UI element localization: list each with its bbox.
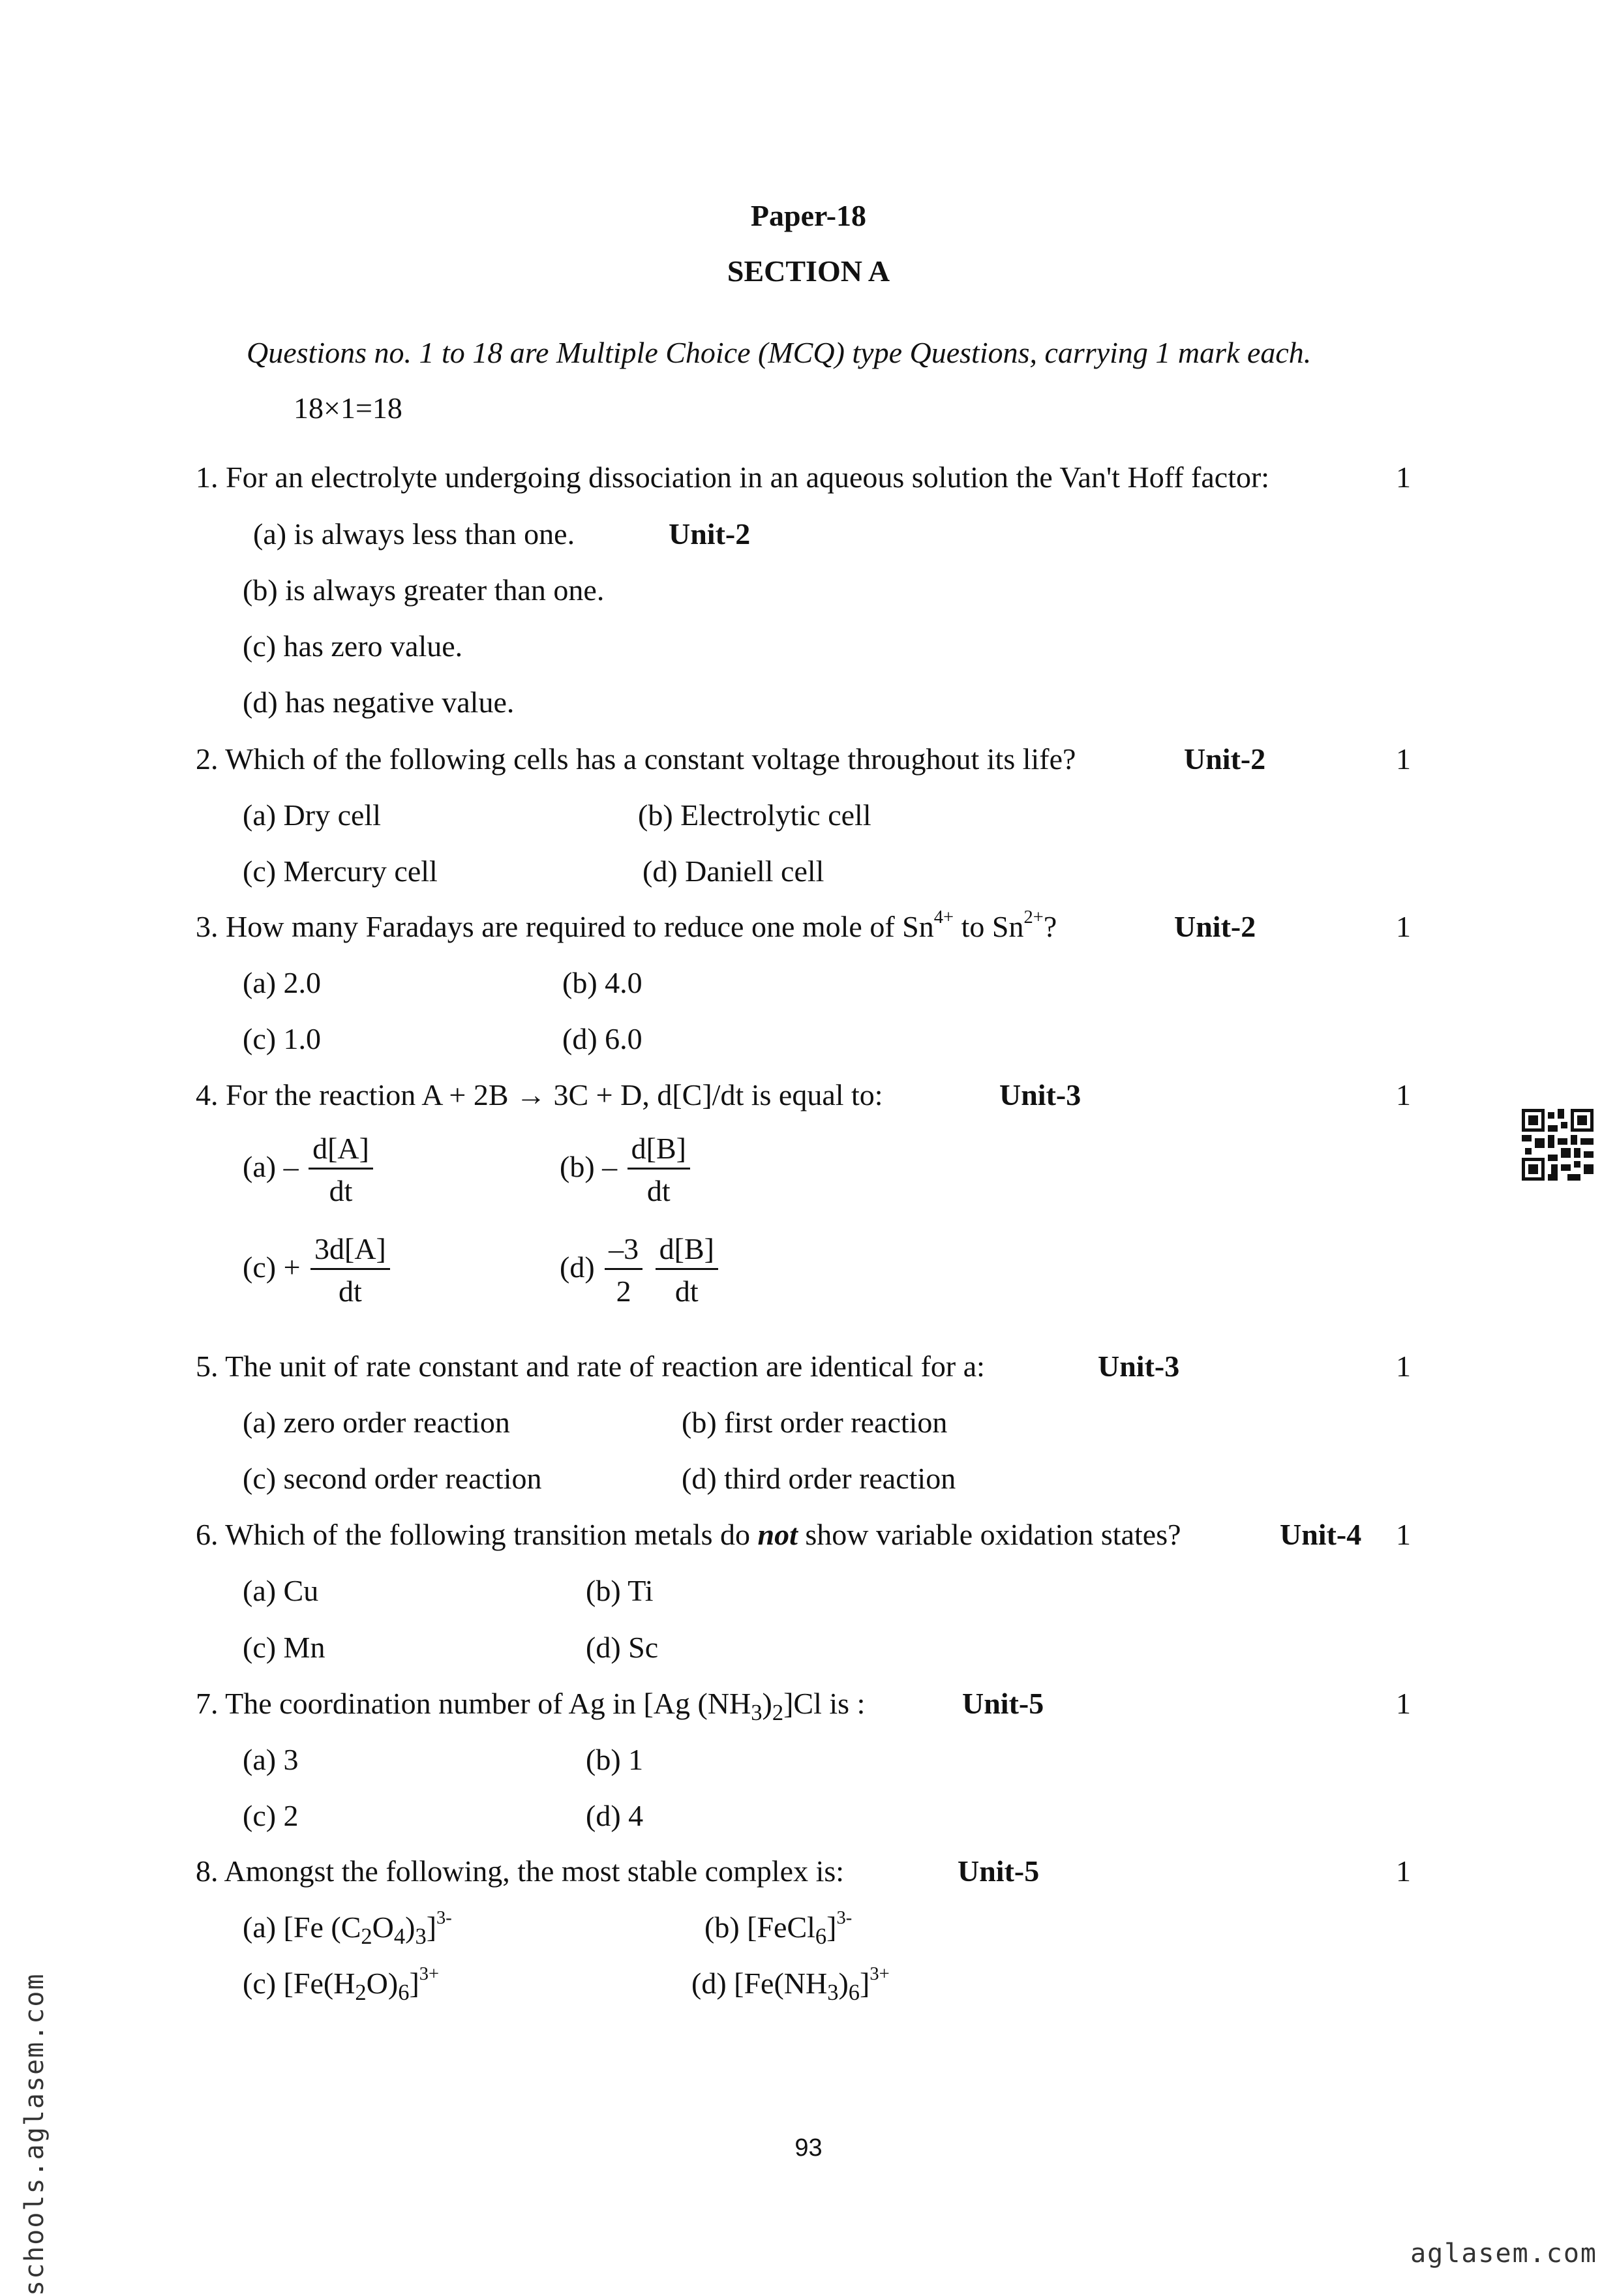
- question-1-unit: Unit-2: [669, 517, 751, 551]
- question-3-text: 3. How many Faradays are required to reduce one mole of $Sn^{4+}$ to $Sn^{2+}$?: [196, 907, 1057, 943]
- question-7-marks: 1: [1396, 1687, 1411, 1720]
- paper-title: Paper-18: [750, 199, 867, 232]
- question-8-marks: 1: [1396, 1854, 1411, 1888]
- question-2-text: 2. Which of the following cells has a constant voltage throughout its life?: [196, 742, 1076, 776]
- page-number: 93: [794, 2134, 823, 2162]
- q5-option-c: (c) second order reaction: [243, 1462, 542, 1495]
- q6-option-d: (d) Sc: [586, 1631, 659, 1664]
- q1-option-b: (b) is always greater than one.: [243, 573, 605, 607]
- q4-option-d: (d) $\frac{-3}{2}$ $\frac{d[B]}{dt}$: [560, 1234, 721, 1307]
- q8-option-d: (d) $[Fe(NH_3)_6]^{3+}$: [691, 1963, 890, 2006]
- q3-option-c: (c) 1.0: [243, 1022, 322, 1055]
- section-title: SECTION A: [727, 254, 890, 288]
- qr-code-icon[interactable]: [1522, 1109, 1594, 1181]
- question-1-text: 1. For an electrolyte undergoing dissociation in an aqueous solution the Van't Hoff factor:: [196, 461, 1270, 494]
- question-6-marks: 1: [1396, 1518, 1411, 1551]
- q1-option-d: (d) has negative value.: [243, 686, 515, 719]
- question-7-text: 7. The coordination number of Ag in [Ag $(NH_3)_2]Cl$ is :: [196, 1687, 866, 1726]
- question-6-text: 6. Which of the following transition metals do not show variable oxidation states?: [196, 1518, 1181, 1551]
- question-6-unit: Unit-4: [1280, 1518, 1362, 1551]
- q2-option-b: (b) Electrolytic cell: [638, 798, 871, 832]
- q4-option-a: (a) – $\frac{d[A]}{dt}$: [243, 1134, 376, 1206]
- q7-option-b: (b) 1: [586, 1743, 644, 1776]
- q2-option-c: (c) Mercury cell: [243, 854, 438, 888]
- q8-option-c: (c) $[Fe(H_2O)_6]^{3+}$: [243, 1963, 440, 2006]
- q5-option-a: (a) zero order reaction: [243, 1406, 510, 1439]
- side-watermark: schools.aglasem.com: [20, 1972, 50, 2296]
- q7-option-d: (d) 4: [586, 1799, 644, 1832]
- question-5-text: 5. The unit of rate constant and rate of reaction are identical for a:: [196, 1350, 985, 1383]
- q8-option-b: (b) [FeCl$_6$]$^{3-}$: [704, 1907, 853, 1950]
- q3-option-a: (a) 2.0: [243, 966, 322, 999]
- q3-option-d: (d) 6.0: [562, 1022, 642, 1055]
- question-4-marks: 1: [1396, 1078, 1411, 1111]
- q1-option-c: (c) has zero value.: [243, 629, 463, 663]
- q5-option-d: (d) third order reaction: [682, 1462, 956, 1495]
- question-4-text: 4. For the reaction A + 2B → 3C + D, d[C]/dt is equal to:: [196, 1078, 883, 1111]
- q2-option-a: (a) Dry cell: [243, 798, 381, 832]
- q5-option-b: (b) first order reaction: [682, 1406, 948, 1439]
- question-3-marks: 1: [1396, 910, 1411, 943]
- question-3-unit: Unit-2: [1174, 910, 1256, 943]
- instructions: Questions no. 1 to 18 are Multiple Choice (MCQ) type Questions, carrying 1 mark each.: [247, 336, 1312, 369]
- q6-option-b: (b) Ti: [586, 1574, 654, 1607]
- bottom-watermark: aglasem.com: [1410, 2239, 1597, 2269]
- q2-option-d: (d) Daniell cell: [642, 854, 824, 888]
- q4-option-c: (c) + $\frac{3d[A]}{dt}$: [243, 1234, 393, 1307]
- q6-option-a: (a) Cu: [243, 1574, 319, 1607]
- q7-option-c: (c) 2: [243, 1799, 299, 1832]
- question-5-unit: Unit-3: [1098, 1350, 1180, 1383]
- question-1-marks: 1: [1396, 461, 1411, 494]
- q1-option-a: (a) is always less than one.: [253, 517, 575, 551]
- question-2-unit: Unit-2: [1184, 742, 1266, 776]
- q6-option-c: (c) Mn: [243, 1631, 325, 1664]
- question-2-marks: 1: [1396, 742, 1411, 776]
- question-8-text: 8. Amongst the following, the most stable complex is:: [196, 1854, 845, 1888]
- total-marks: 18×1=18: [294, 391, 402, 425]
- question-8-unit: Unit-5: [958, 1854, 1040, 1888]
- q4-option-b: (b) – $\frac{d[B]}{dt}$: [560, 1134, 693, 1206]
- q7-option-a: (a) 3: [243, 1743, 299, 1776]
- question-5-marks: 1: [1396, 1350, 1411, 1383]
- q3-option-b: (b) 4.0: [562, 966, 642, 999]
- q8-option-a: (a) [Fe $(C_2O_4)_3]^{3-}$: [243, 1907, 452, 1950]
- question-7-unit: Unit-5: [962, 1687, 1044, 1720]
- question-4-unit: Unit-3: [999, 1078, 1081, 1111]
